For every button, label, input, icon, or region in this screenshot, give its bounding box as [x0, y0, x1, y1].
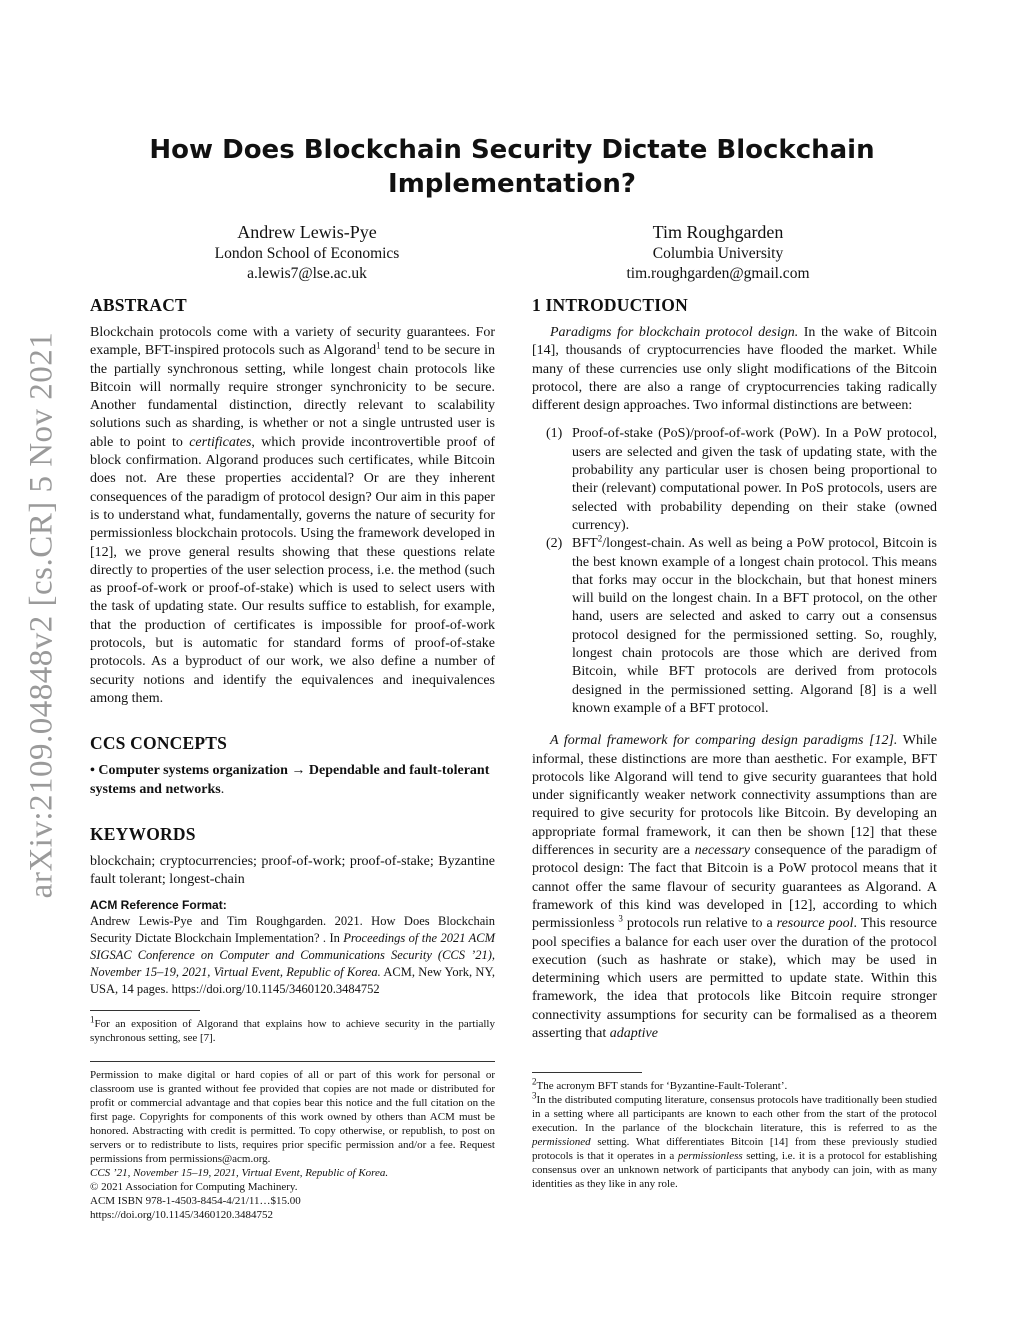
- author-affiliation: Columbia University: [652, 245, 784, 262]
- abstract-text: Blockchain protocols come with a variety of security guarantees. For example, BFT-inspired protocols such as Algorand$^1$ tend to be secure in the partially synchronous setting, while longest chain protocols like Bitcoin will normally require stronger synchronicity to be secure. Another fundamental distinction, directly relevant to scalability solutions such as sharding, is whether or not a single untrusted user is able to point to certificates, which provide incontrovertible proof of block confirmation. Algorand produces such certificates, while Bitcoin does not. Are these properties accidental? Or are they inherent consequences of the paradigm of protocol design? Our aim in this paper is to understand what, fundamentally, governs the nature of security for permissionless blockchain protocols. Using the framework developed in [12], we prove general results showing that these questions relate directly to properties of the user selection process, i.e. the method (such as proof-of-work or proof-of-stake) which is used to select users with the task of updating state. Our results suffice to establish, for example, that the production of certificates is impossible for proof-of-work protocols, but is automatic for standard forms of proof-of-stake protocols. As a byproduct of our work, we also define a number of security notions and identify the equivalences and inequivalences among them.: [90, 325, 495, 706]
- intro-paragraph-2: A formal framework for comparing design paradigms [12]. While informal, these distinctions are more than aesthetic. For example, BFT protocols like Algorand will tend to give security guarantees that hold under significantly weaker network connectivity assumptions than are required to give security for protocols like Bitcoin. By developing an appropriate formal framework, it can then be shown [12] that these differences in security are a necessary consequence of the paradigm of protocol design: The fact that Bitcoin is a PoW protocol means that it cannot offer the same flavour of security guarantees as Algorand. A framework of this kind was developed in [12], according to which permissionless $^3$ protocols run relative to a resource pool. This resource pool specifies a balance for each user over the duration of the protocol execution (such as hashrate or stake), which may be used in determining which users are permitted to update state. Within this framework, the idea that protocols like Bitcoin require stronger connectivity assumptions for security can be formalised as a theorem asserting that adaptive: [532, 733, 937, 1041]
- footnote-divider: [532, 1072, 642, 1073]
- right-column: [532, 294, 937, 1043]
- footnote-2: $^2$The acronym BFT stands for ‘Byzantine-Fault-Tolerant’.: [532, 1076, 788, 1092]
- footnote-ref-3[interactable]: 3: [618, 913, 623, 924]
- arxiv-id: arXiv:2109.04848v2 [cs.CR] 5 Nov 2021: [23, 331, 60, 899]
- arxiv-sidebar-stamp: [22, 320, 62, 910]
- intro-paragraph-1: Paradigms for blockchain protocol design. In the wake of Bitcoin [14], thousands of cryptocurrencies have flooded the market. While many of these currencies use only slight modifications of the Bitcoin protocol, there are also a range of cryptocurrencies taking radically different design approaches. Two informal distinctions are between:: [532, 325, 938, 414]
- footnote-ref-1[interactable]: 1: [376, 340, 381, 351]
- right-footnotes: [532, 1072, 937, 1191]
- doi-link[interactable]: https://doi.org/10.1145/3460120.3484752: [90, 1209, 274, 1222]
- keywords-text: blockchain; cryptocurrencies; proof-of-work; proof-of-stake; Byzantine fault tolerant; longest-chain: [90, 853, 495, 888]
- left-column: [90, 294, 495, 1222]
- introduction-heading: 1 INTRODUCTION: [532, 295, 688, 315]
- footnote-3: $^3$In the distributed computing literature, consensus protocols have traditionally been studied in a setting where all participants are known to each other from the start of the protocol execution. In the parlance of the blockchain literature, this is referred to as the permissioned setting. What differentiates Bitcoin [14] from these previously studied protocols is that it operates in a permissionless setting, i.e. it is a protocol for establishing consensus over an unknown network of participants that anybody can join, with as many identities as they like in any role.: [532, 1090, 938, 1190]
- footnote-1: $^1$For an exposition of Algorand that explains how to achieve security in the partially synchronous setting, see [7].: [90, 1014, 495, 1045]
- ccs-concepts: • Computer systems organization → Dependable and fault-tolerant systems and networks.: [90, 763, 490, 797]
- author-block-2: [568, 220, 868, 284]
- copyright-line: © 2021 Association for Computing Machinery.: [90, 1181, 298, 1194]
- author-block-1: [157, 220, 457, 284]
- acm-reference-heading: ACM Reference Format:: [90, 898, 227, 913]
- acm-reference-text: Andrew Lewis-Pye and Tim Roughgarden. 2021. How Does Blockchain Security Dictate Blockchain Implementation? . In Proceedings of the 2021 ACM SIGSAC Conference on Computer and Communications Security (CCS ’21), November 15–19, 2021, Virtual Event, Republic of Korea. ACM, New York, NY, USA, 14 pages. https://doi.org/10.1145/3460120.3484752: [90, 914, 496, 997]
- permission-notice: Permission to make digital or hard copies of all or part of this work for personal or classroom use is granted without fee provided that copies are not made or distributed for profit or commercial advantage and that copies bear this notice and the full citation on the first page. Copyrights for components of this work owned by others than ACM must be honored. Abstracting with credit is permitted. To copy otherwise, or republish, to post on servers or to redistribute to lists, requires prior specific permission and/or a fee. Request permissions from permissions@acm.org.: [90, 1069, 495, 1166]
- isbn-line: ACM ISBN 978-1-4503-8454-4/21/11…$15.00: [90, 1195, 301, 1208]
- footnote-divider: [90, 1010, 200, 1011]
- ccs-heading: CCS CONCEPTS: [90, 733, 228, 754]
- list-item: (1) Proof-of-stake (PoS)/proof-of-work (PoW). In a PoW protocol, users are selected and given the task of updating state, with the probability any particular user is chosen being proportional to their (relevant) computational power. In PoS protocols, users are selected with probability depending on their stake (owned currency).: [546, 426, 937, 533]
- title-line-1: How Does Blockchain Security Dictate Blockchain: [149, 135, 875, 165]
- design-distinctions-list: [532, 425, 937, 718]
- author-affiliation: London School of Economics: [214, 245, 400, 262]
- author-email[interactable]: a.lewis7@lse.ac.uk: [247, 265, 367, 282]
- author-name: Andrew Lewis-Pye: [237, 222, 377, 242]
- title-line-2: Implementation?: [388, 169, 636, 199]
- permission-venue: CCS ’21, November 15–19, 2021, Virtual Event, Republic of Korea.: [90, 1167, 389, 1180]
- permission-divider: [90, 1061, 495, 1062]
- abstract-heading: ABSTRACT: [90, 295, 187, 315]
- keywords-heading: KEYWORDS: [90, 823, 196, 844]
- author-name: Tim Roughgarden: [652, 222, 784, 242]
- list-item: (2) BFT$^2$/longest-chain. As well as being a PoW protocol, Bitcoin is the best known example of a longest chain protocol. This means that forks may occur in the blockchain, but that honest miners will build on the longest chain. In a BFT protocol, on the other hand, users are selected and asked to carry out a consensus protocol designed for the permissioned setting. So, roughly, longest chain protocols are those which are derived from Bitcoin, while BFT protocols are derived from protocols designed in the permissioned setting. Algorand [8] is a well known example of a BFT protocol.: [546, 533, 937, 716]
- author-email[interactable]: tim.roughgarden@gmail.com: [626, 265, 810, 282]
- footnote-ref-2[interactable]: 2: [597, 533, 603, 544]
- paper-title: [140, 133, 884, 201]
